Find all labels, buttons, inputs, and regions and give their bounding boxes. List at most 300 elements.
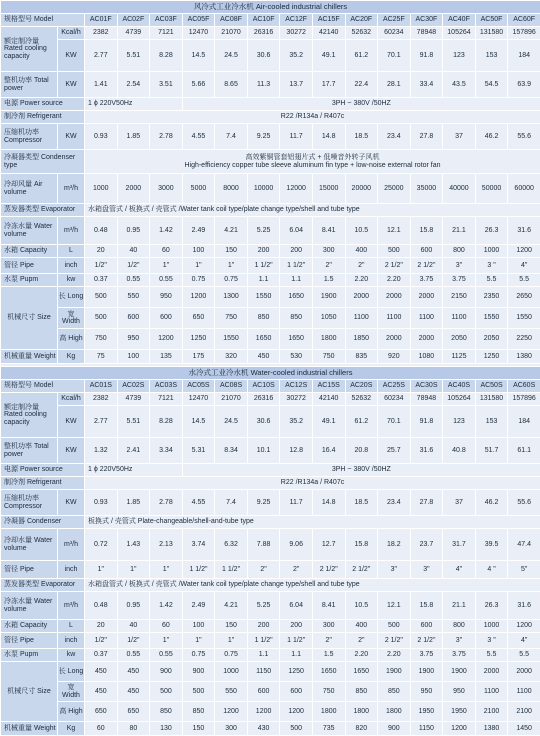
size-long-label: 长 Long (58, 662, 85, 682)
unit-label: KW (58, 438, 85, 464)
pump-value: 1.1 (280, 649, 313, 662)
chilled-water-value: 6.04 (280, 592, 313, 620)
model-code: AC40F (443, 14, 476, 27)
chilled-water-value: 0.48 (85, 217, 118, 245)
tank-capacity-value: 1000 (475, 620, 508, 633)
chilled-water-value: 10.5 (345, 217, 378, 245)
cooling-kcal-value: 7121 (150, 393, 183, 406)
cooling-capacity-label: 额定制冷量 Rated cooling capacity (1, 27, 58, 72)
cooling-kcal-value: 2382 (85, 27, 118, 40)
cooling-kw-value: 70.1 (378, 406, 411, 438)
total-power-value: 1.32 (85, 438, 118, 464)
size-high-value: 1800 (312, 702, 345, 722)
cooling-kw-value: 123 (443, 40, 476, 72)
condenser-type-label: 冷凝器类型 Condenser type (1, 150, 85, 174)
chilled-water-label: 冷冻水量 Water volume (1, 217, 58, 245)
model-code: AC12S (280, 380, 313, 393)
size-high-value: 1800 (312, 329, 345, 350)
size-long-value: 500 (85, 287, 118, 308)
unit-label: inch (58, 258, 85, 274)
compressor-value: 7.4 (215, 124, 248, 150)
cooling-water-value: 2.13 (150, 529, 183, 561)
total-power-value: 2.41 (117, 438, 150, 464)
condenser-pipe-value: 2 1/2" (312, 561, 345, 579)
size-long-value: 2000 (475, 662, 508, 682)
cooling-kcal-value: 12470 (182, 393, 215, 406)
weight-value: 920 (378, 350, 411, 364)
chilled-water-value: 1.42 (150, 592, 183, 620)
cooling-kw-value: 30.6 (247, 40, 280, 72)
size-label: 机械尺寸 Size (1, 662, 58, 722)
cooling-kcal-value: 26316 (247, 393, 280, 406)
total-power-value: 43.5 (443, 72, 476, 98)
size-width-value: 1100 (443, 308, 476, 329)
size-width-row (1, 308, 540, 329)
chilled-water-value: 10.5 (345, 592, 378, 620)
pump-value: 3.75 (443, 649, 476, 662)
weight-value: 1150 (410, 722, 443, 736)
pipe-value: 2 1/2" (410, 258, 443, 274)
size-long-value: 1650 (312, 662, 345, 682)
condenser-pipe-value: 3" (378, 561, 411, 579)
total-power-value: 5.31 (182, 438, 215, 464)
air-volume-value: 60000 (508, 174, 540, 204)
size-long-value: 2000 (378, 287, 411, 308)
pipe-value: 1/2" (117, 258, 150, 274)
tank-capacity-value: 1000 (475, 245, 508, 258)
pump-value: 0.55 (117, 274, 150, 287)
size-width-value: 850 (345, 682, 378, 702)
cooling-water-value: 31.7 (443, 529, 476, 561)
size-high-row (1, 329, 540, 350)
cooling-water-value: 18.2 (378, 529, 411, 561)
cooling-water-label: 冷却水量 Water volume (1, 529, 58, 561)
size-width-value: 750 (215, 308, 248, 329)
condenser-pipe-value: 4 " (475, 561, 508, 579)
pipe-value: 2 1/2" (410, 633, 443, 649)
pump-value: 0.75 (215, 274, 248, 287)
tank-capacity-value: 40 (117, 620, 150, 633)
unit-label: kw (58, 649, 85, 662)
condenser-pipe-value: 1" (85, 561, 118, 579)
cooling-water-value: 23.7 (410, 529, 443, 561)
model-code: AC10F (247, 14, 280, 27)
compressor-label: 压缩机功率 Compressor (1, 124, 58, 150)
cooling-kw-value: 91.8 (410, 406, 443, 438)
power-source-three: 3PH ~ 380V /50HZ (182, 98, 540, 111)
tank-capacity-value: 200 (280, 620, 313, 633)
pump-value: 0.75 (182, 274, 215, 287)
cooling-kw-value: 184 (508, 40, 540, 72)
pipe-value: 1 1/2" (247, 258, 280, 274)
unit-label: Kcal/h (58, 393, 85, 406)
weight-value: 430 (247, 722, 280, 736)
compressor-value: 11.7 (280, 490, 313, 516)
refrigerant-row (1, 111, 540, 124)
cooling-kw-value: 35.2 (280, 406, 313, 438)
size-high-value: 1650 (280, 329, 313, 350)
model-row (1, 14, 540, 27)
compressor-value: 27.8 (410, 124, 443, 150)
tank-capacity-value: 800 (443, 620, 476, 633)
size-high-value: 1850 (345, 329, 378, 350)
pipe-value: 2" (345, 258, 378, 274)
total-power-value: 20.8 (345, 438, 378, 464)
model-code: AC20S (345, 380, 378, 393)
unit-label: L (58, 620, 85, 633)
size-long-value: 2000 (345, 287, 378, 308)
pipe-value: 1 1/2" (247, 633, 280, 649)
chilled-water-value: 5.25 (247, 217, 280, 245)
cooling-kw-value: 49.1 (312, 40, 345, 72)
size-width-value: 1100 (410, 308, 443, 329)
cooling-water-value: 3.74 (182, 529, 215, 561)
cooling-kcal-value: 30272 (280, 393, 313, 406)
tank-capacity-value: 800 (443, 245, 476, 258)
chilled-water-value: 0.95 (117, 217, 150, 245)
evaporator-label: 蒸发器类型 Evaporator (1, 204, 85, 217)
chilled-water-value: 31.6 (508, 592, 540, 620)
refrigerant-row (1, 477, 540, 490)
cooling-kcal-value: 21070 (215, 27, 248, 40)
weight-value: 1200 (443, 722, 476, 736)
pipe-value: 3" (443, 258, 476, 274)
model-code: AC60S (508, 380, 540, 393)
compressor-value: 2.78 (150, 124, 183, 150)
cooling-kcal-value: 4739 (117, 393, 150, 406)
size-width-value: 500 (150, 682, 183, 702)
cooling-kw-value: 153 (475, 406, 508, 438)
section-title: 风冷式工业冷水机 Air-cooled industrial chillers (1, 1, 540, 14)
compressor-row (1, 490, 540, 516)
model-code: AC01S (85, 380, 118, 393)
pipe-value: 1" (215, 633, 248, 649)
total-power-value: 54.5 (475, 72, 508, 98)
cooling-water-value: 47.4 (508, 529, 540, 561)
compressor-value: 55.6 (508, 490, 540, 516)
model-label: 规格型号 Model (1, 380, 85, 393)
air-volume-value: 1000 (85, 174, 118, 204)
condenser-pipe-value: 4" (443, 561, 476, 579)
compressor-value: 9.25 (247, 490, 280, 516)
chilled-water-value: 1.42 (150, 217, 183, 245)
unit-label: m³/h (58, 529, 85, 561)
cooling-kcal-value: 131580 (475, 393, 508, 406)
cooling-kcal-value: 42140 (312, 27, 345, 40)
compressor-value: 18.5 (345, 490, 378, 516)
cooling-kcal-value: 12470 (182, 27, 215, 40)
cooling-kcal-value: 60234 (378, 27, 411, 40)
total-power-value: 3.34 (150, 438, 183, 464)
cooling-kw-value: 49.1 (312, 406, 345, 438)
size-width-value: 850 (378, 682, 411, 702)
size-high-value: 2100 (475, 702, 508, 722)
cooling-kcal-row (1, 27, 540, 40)
power-source-row (1, 464, 540, 477)
pump-value: 5.5 (475, 274, 508, 287)
size-high-value: 1950 (410, 702, 443, 722)
cooling-kcal-value: 30272 (280, 27, 313, 40)
unit-label: inch (58, 561, 85, 579)
condenser-water-row (1, 529, 540, 561)
unit-label: inch (58, 633, 85, 649)
tank-capacity-value: 1200 (508, 245, 540, 258)
cooling-kw-value: 14.5 (182, 40, 215, 72)
size-width-value: 500 (85, 308, 118, 329)
model-code: AC25S (378, 380, 411, 393)
model-code: AC20F (345, 14, 378, 27)
cooling-kw-value: 2.77 (85, 40, 118, 72)
compressor-value: 23.4 (378, 490, 411, 516)
size-high-value: 650 (85, 702, 118, 722)
total-power-value: 12.8 (280, 438, 313, 464)
cooling-kw-row (1, 406, 540, 438)
size-long-row (1, 662, 540, 682)
size-long-value: 550 (117, 287, 150, 308)
size-long-value: 1200 (182, 287, 215, 308)
cooling-kw-value: 8.28 (150, 40, 183, 72)
model-code: AC03F (150, 14, 183, 27)
model-code: AC60F (508, 14, 540, 27)
model-code: AC01F (85, 14, 118, 27)
model-row (1, 380, 540, 393)
pipe-value: 4" (508, 258, 540, 274)
unit-label: m³/h (58, 174, 85, 204)
size-width-value: 850 (280, 308, 313, 329)
tank-capacity-value: 500 (378, 620, 411, 633)
condenser-pipe-value: 5" (508, 561, 540, 579)
compressor-value: 37 (443, 490, 476, 516)
pump-row (1, 274, 540, 287)
size-high-value: 750 (85, 329, 118, 350)
cooling-kw-value: 184 (508, 406, 540, 438)
weight-value: 750 (312, 350, 345, 364)
model-code: AC15S (312, 380, 345, 393)
pump-value: 1.1 (280, 274, 313, 287)
cooling-water-value: 7.88 (247, 529, 280, 561)
pump-value: 0.75 (215, 649, 248, 662)
tank-capacity-value: 400 (345, 245, 378, 258)
weight-value: 175 (182, 350, 215, 364)
chilled-water-value: 4.21 (215, 592, 248, 620)
total-power-value: 61.1 (508, 438, 540, 464)
condenser-type-cn: 高效紫铜管套铝翅片式 + 低噪音外转子风机 (85, 154, 540, 162)
unit-label: m³/h (58, 592, 85, 620)
pump-value: 3.75 (410, 649, 443, 662)
total-power-label: 整机功率 Total power (1, 72, 58, 98)
tank-capacity-value: 200 (247, 620, 280, 633)
size-width-value: 1100 (378, 308, 411, 329)
section-title-row (1, 367, 540, 380)
weight-value: 530 (280, 350, 313, 364)
air-volume-value: 8000 (215, 174, 248, 204)
cooling-kcal-value: 105264 (443, 393, 476, 406)
power-source-label: 电源 Power source (1, 464, 85, 477)
power-source-single: 1 ϕ 220V50Hz (85, 98, 183, 111)
weight-value: 130 (150, 722, 183, 736)
size-width-value: 1100 (508, 682, 540, 702)
pump-value: 1.1 (247, 649, 280, 662)
size-width-value: 1550 (475, 308, 508, 329)
compressor-value: 14.8 (312, 490, 345, 516)
cooling-kcal-value: 7121 (150, 27, 183, 40)
size-high-value: 1800 (345, 702, 378, 722)
pipe-value: 1" (150, 633, 183, 649)
size-long-value: 1900 (312, 287, 345, 308)
weight-label: 机械重量 Weight (1, 722, 58, 736)
pump-value: 5.5 (475, 649, 508, 662)
pipe-value: 1" (182, 633, 215, 649)
size-width-value: 450 (117, 682, 150, 702)
weight-value: 100 (117, 350, 150, 364)
cooling-kw-value: 35.2 (280, 40, 313, 72)
pipe-value: 1" (182, 258, 215, 274)
compressor-value: 7.4 (215, 490, 248, 516)
unit-label: KW (58, 406, 85, 438)
size-high-value: 1550 (215, 329, 248, 350)
model-code: AC05S (182, 380, 215, 393)
condenser-pipe-value: 1" (150, 561, 183, 579)
cooling-kcal-value: 2382 (85, 393, 118, 406)
pipe-value: 2 1/2" (378, 633, 411, 649)
size-long-value: 2650 (508, 287, 540, 308)
tank-capacity-value: 200 (247, 245, 280, 258)
size-long-row (1, 287, 540, 308)
cooling-kw-value: 30.6 (247, 406, 280, 438)
chilled-water-value: 0.48 (85, 592, 118, 620)
size-width-value: 850 (247, 308, 280, 329)
compressor-value: 18.5 (345, 124, 378, 150)
power-row (1, 438, 540, 464)
weight-value: 1125 (443, 350, 476, 364)
air-volume-value: 40000 (443, 174, 476, 204)
size-high-value: 2000 (378, 329, 411, 350)
total-power-value: 31.6 (410, 438, 443, 464)
refrigerant-value: R22 /R134a / R407c (85, 111, 540, 124)
pump-value: 0.55 (117, 649, 150, 662)
pipe-label: 管径 Pipe (1, 258, 58, 274)
model-code: AC30F (410, 14, 443, 27)
compressor-value: 0.93 (85, 124, 118, 150)
power-source-single: 1 ϕ 220V50Hz (85, 464, 183, 477)
refrigerant-label: 制冷剂 Refrigerant (1, 477, 85, 490)
cooling-kcal-value: 157896 (508, 393, 540, 406)
unit-label: Kcal/h (58, 27, 85, 40)
pump-value: 0.37 (85, 649, 118, 662)
pump-value: 1.1 (247, 274, 280, 287)
air-volume-value: 50000 (475, 174, 508, 204)
cooling-kw-value: 24.5 (215, 406, 248, 438)
total-power-value: 51.7 (475, 438, 508, 464)
size-high-value: 1950 (443, 702, 476, 722)
size-long-value: 1150 (247, 662, 280, 682)
cooling-water-value: 12.7 (312, 529, 345, 561)
chilled-water-row (1, 592, 540, 620)
size-width-value: 950 (410, 682, 443, 702)
model-code: AC30S (410, 380, 443, 393)
unit-label: Kg (58, 722, 85, 736)
condenser-pipe-value: 3" (410, 561, 443, 579)
size-long-value: 900 (150, 662, 183, 682)
size-width-value: 600 (117, 308, 150, 329)
model-code: AC05F (182, 14, 215, 27)
pipe-value: 1" (215, 258, 248, 274)
cooling-water-value: 1.43 (117, 529, 150, 561)
weight-value: 1080 (410, 350, 443, 364)
size-width-value: 600 (247, 682, 280, 702)
air-volume-value: 3000 (150, 174, 183, 204)
size-high-value: 1650 (247, 329, 280, 350)
total-power-value: 40.8 (443, 438, 476, 464)
unit-label: KW (58, 490, 85, 516)
pump-value: 2.20 (378, 274, 411, 287)
chilled-water-value: 15.8 (410, 217, 443, 245)
chilled-water-value: 8.41 (312, 592, 345, 620)
cooling-kw-value: 5.51 (117, 406, 150, 438)
chilled-water-value: 2.49 (182, 217, 215, 245)
pump-value: 2.20 (378, 649, 411, 662)
size-high-row (1, 702, 540, 722)
total-power-value: 22.4 (345, 72, 378, 98)
tank-capacity-value: 100 (182, 245, 215, 258)
pipe-value: 1/2" (85, 258, 118, 274)
total-power-value: 5.66 (182, 72, 215, 98)
cooling-capacity-label: 额定制冷量 Rated cooling capacity (1, 393, 58, 438)
cooling-kw-value: 5.51 (117, 40, 150, 72)
cooling-kw-value: 61.2 (345, 406, 378, 438)
model-code: AC10S (247, 380, 280, 393)
pipe-value: 2" (312, 258, 345, 274)
weight-value: 320 (215, 350, 248, 364)
size-long-label: 长 Long (58, 287, 85, 308)
model-code: AC12F (280, 14, 313, 27)
tank-capacity-value: 40 (117, 245, 150, 258)
pipe-row (1, 258, 540, 274)
model-code: AC02F (117, 14, 150, 27)
size-high-value: 1250 (182, 329, 215, 350)
evaporator-row (1, 204, 540, 217)
chilled-water-value: 12.1 (378, 592, 411, 620)
size-high-value: 950 (117, 329, 150, 350)
cooling-kcal-value: 78948 (410, 27, 443, 40)
size-long-value: 2000 (410, 287, 443, 308)
cooling-kw-value: 14.5 (182, 406, 215, 438)
weight-value: 75 (85, 350, 118, 364)
pump-value: 3.75 (410, 274, 443, 287)
total-power-value: 2.54 (117, 72, 150, 98)
weight-value: 900 (378, 722, 411, 736)
total-power-value: 1.41 (85, 72, 118, 98)
chilled-water-value: 4.21 (215, 217, 248, 245)
model-code: AC08S (215, 380, 248, 393)
air-volume-value: 25000 (378, 174, 411, 204)
pipe-label: 管径 Pipe (1, 561, 58, 579)
size-width-value: 1100 (475, 682, 508, 702)
size-width-label: 宽 Width (58, 682, 85, 702)
size-high-label: 高 High (58, 329, 85, 350)
unit-label: Kg (58, 350, 85, 364)
condenser-value: 板换式 / 壳管式 Plate-changeable/shell-and-tube type (85, 516, 540, 529)
air-volume-value: 5000 (182, 174, 215, 204)
condenser-pipe-value: 1 1/2" (215, 561, 248, 579)
weight-value: 135 (150, 350, 183, 364)
pipe-value: 2" (312, 633, 345, 649)
cooling-kcal-value: 60234 (378, 393, 411, 406)
condenser-pipe-value: 1 1/2" (182, 561, 215, 579)
tank-capacity-value: 600 (410, 245, 443, 258)
weight-value: 1450 (508, 722, 540, 736)
tank-capacity-value: 100 (182, 620, 215, 633)
